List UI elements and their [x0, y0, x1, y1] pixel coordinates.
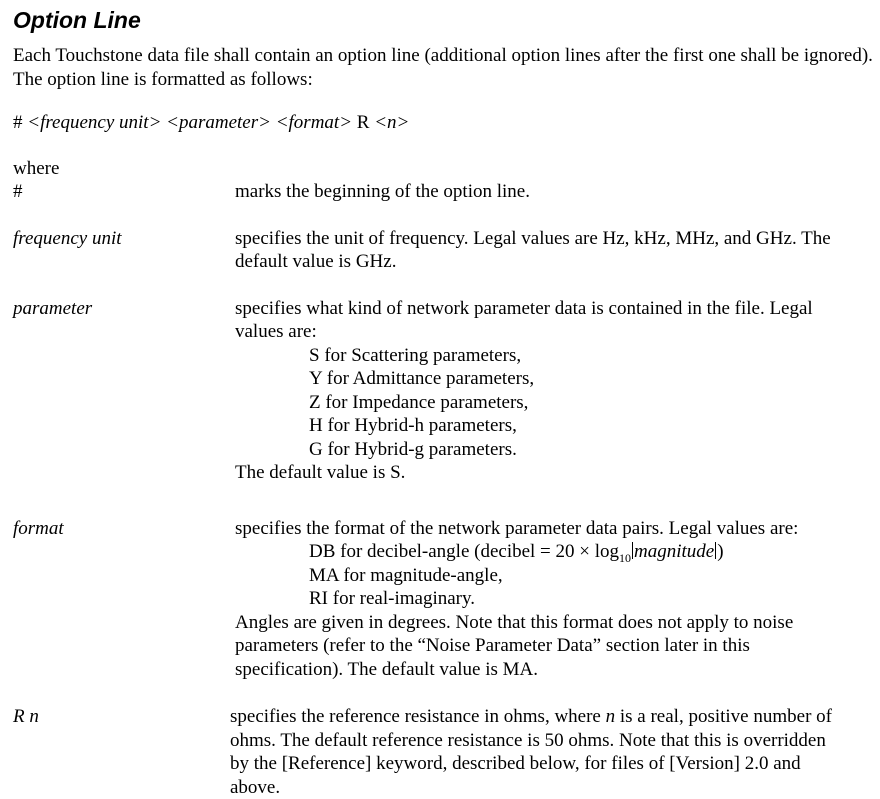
format-value-ri: RI for real-imaginary.	[235, 587, 873, 611]
rn-n: n	[606, 706, 616, 727]
syntax-frequency-unit: <frequency unit>	[27, 112, 161, 133]
desc-line: default value is GHz.	[235, 250, 873, 274]
intro-paragraph: Each Touchstone data file shall contain an option line (additional option lines after the first one shall be ignored). The option line is formatted as follows:	[13, 44, 873, 91]
parameter-value-y: Y for Admittance parameters,	[235, 367, 873, 391]
desc-hash-line: marks the beginning of the option line.	[235, 180, 873, 204]
db-magnitude: magnitude	[634, 541, 714, 562]
desc-hash	[235, 180, 873, 204]
term-r-n: R n	[13, 705, 230, 729]
rn-text: specifies the reference resistance in ohms, where	[230, 706, 606, 727]
db-close: )	[717, 541, 723, 562]
parameter-value-g: G for Hybrid-g parameters.	[235, 438, 873, 462]
parameter-value-z: Z for Impedance parameters,	[235, 391, 873, 415]
term-hash: #	[13, 180, 235, 204]
rn-text: is a real, positive number of	[615, 706, 832, 727]
definition-format	[13, 517, 873, 682]
desc-line	[230, 705, 873, 729]
desc-line: specifies the unit of frequency. Legal values are Hz, kHz, MHz, and GHz. The	[235, 227, 873, 251]
format-value-db	[235, 540, 873, 564]
log-subscript: 10	[619, 551, 631, 565]
term-parameter: parameter	[13, 297, 235, 321]
definition-hash	[13, 180, 873, 204]
desc-line: ohms. The default reference resistance is 50 ohms. Note that this is overridden	[230, 729, 873, 753]
desc-line: specifies what kind of network parameter data is contained in the file. Legal	[235, 297, 873, 321]
term-format: format	[13, 517, 235, 541]
format-note: specification). The default value is MA.	[235, 658, 873, 682]
document-page	[13, 6, 873, 799]
parameter-value-h: H for Hybrid-h parameters,	[235, 414, 873, 438]
term-frequency-unit: frequency unit	[13, 227, 235, 251]
syntax-format: <format>	[276, 112, 352, 133]
definition-frequency-unit	[13, 227, 873, 274]
section-heading: Option Line	[13, 6, 873, 34]
format-value-ma: MA for magnitude-angle,	[235, 564, 873, 588]
abs-bar-left	[632, 542, 633, 559]
desc-line: values are:	[235, 320, 873, 344]
desc-frequency-unit	[235, 227, 873, 274]
syntax-parameter: <parameter>	[166, 112, 271, 133]
syntax-n: <n>	[374, 112, 409, 133]
desc-line: by the [Reference] keyword, described below, for files of [Version] 2.0 and	[230, 752, 873, 776]
syntax-hash: #	[13, 112, 23, 133]
db-text: DB for decibel-angle (decibel = 20 × log	[309, 541, 619, 562]
desc-format	[235, 517, 873, 682]
desc-line: specifies the format of the network parameter data pairs. Legal values are:	[235, 517, 873, 541]
format-note: Angles are given in degrees. Note that this format does not apply to noise	[235, 611, 873, 635]
format-note: parameters (refer to the “Noise Parameter Data” section later in this	[235, 634, 873, 658]
parameter-value-s: S for Scattering parameters,	[235, 344, 873, 368]
definition-r-n	[13, 705, 873, 799]
desc-parameter	[235, 297, 873, 485]
syntax-r: R	[357, 112, 370, 133]
definition-parameter	[13, 297, 873, 485]
parameter-default: The default value is S.	[235, 461, 873, 485]
option-line-syntax	[13, 111, 873, 135]
where-label: where	[13, 157, 873, 181]
desc-r-n	[230, 705, 873, 799]
desc-line: above.	[230, 776, 873, 799]
